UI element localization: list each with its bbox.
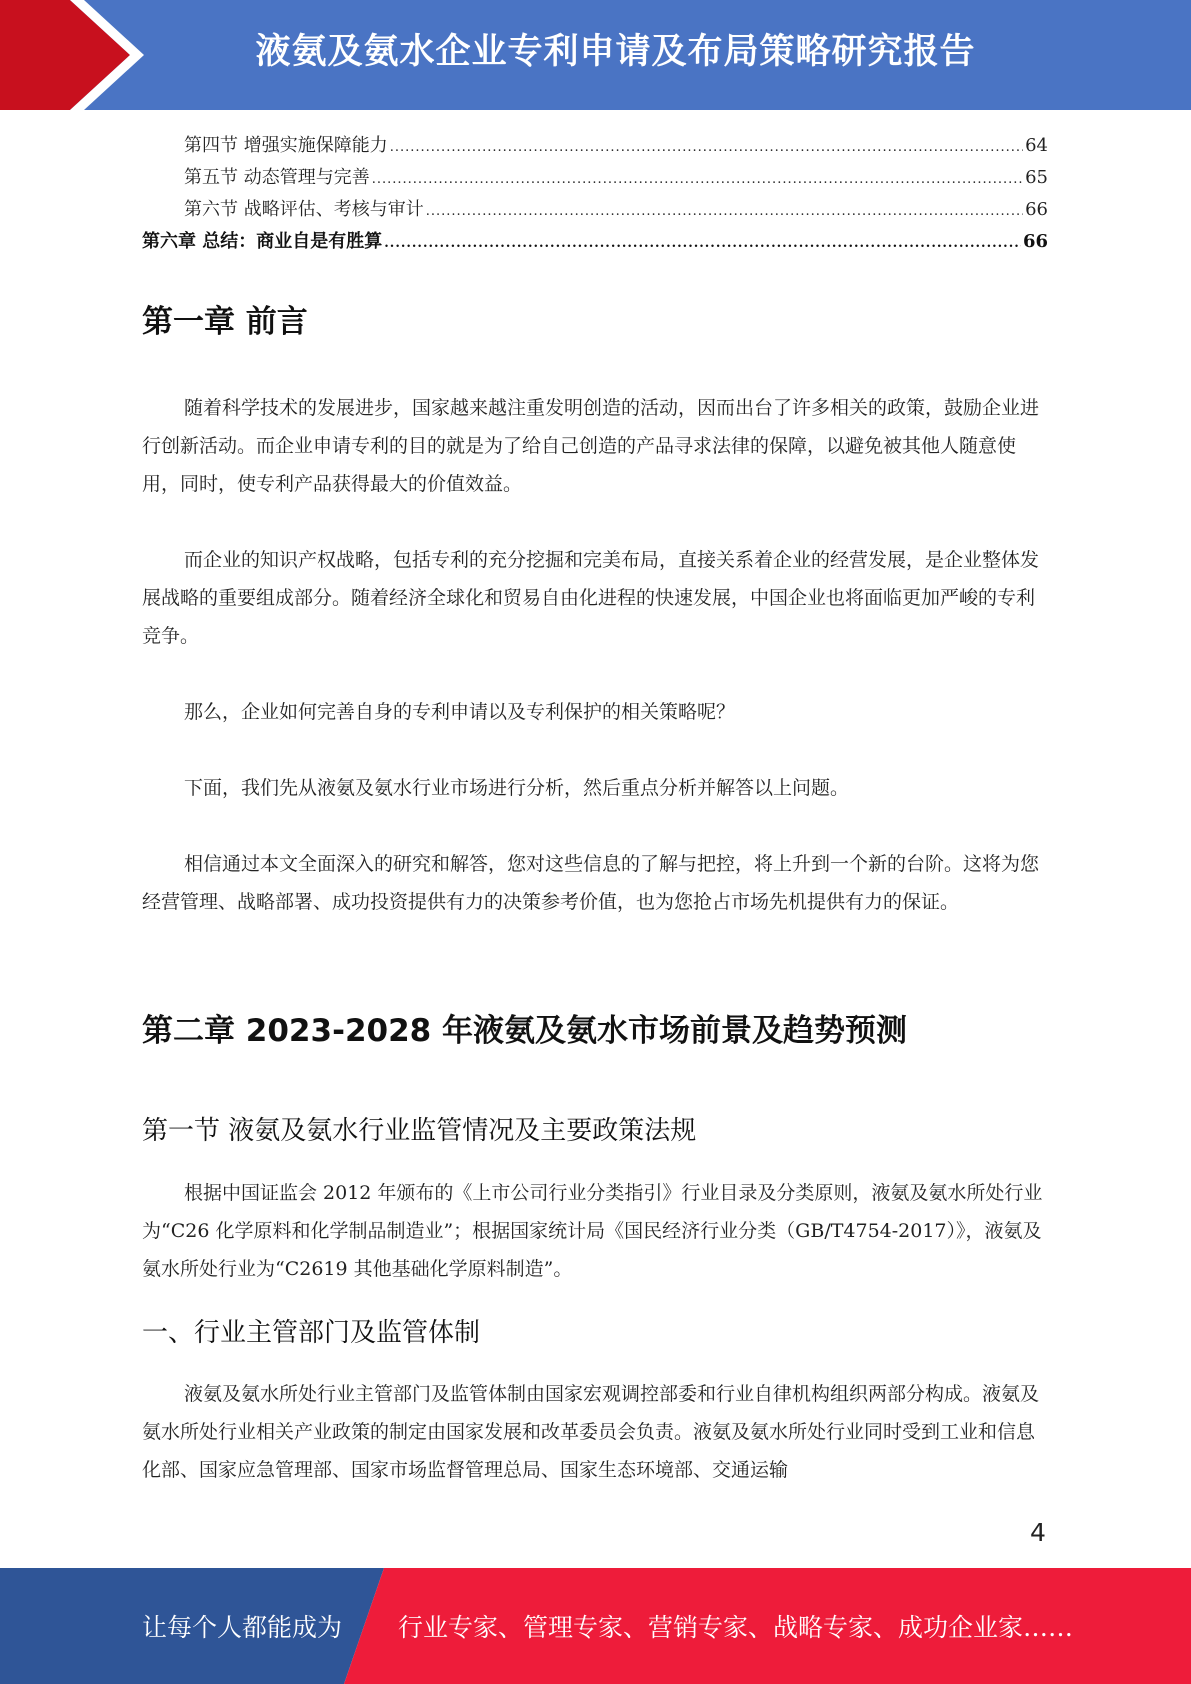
- table-of-contents: [142, 130, 1048, 258]
- toc-entry[interactable]: [142, 194, 1048, 226]
- toc-entry-label: 第四节 增强实施保障能力: [184, 135, 388, 156]
- chapter-1-paragraph: 而企业的知识产权战略，包括专利的充分挖掘和完美布局，直接关系着企业的经营发展，是企业整体发展战略的重要组成部分。随着经济全球化和贸易自由化进程的快速发展，中国企业也将面临更加严峻的专利竞争。: [142, 549, 1040, 647]
- toc-entry-label: 第六节 战略评估、考核与审计: [184, 199, 424, 220]
- toc-leader-dots: [426, 196, 1023, 228]
- page-number: 4: [1030, 1518, 1046, 1547]
- toc-entry[interactable]: [142, 130, 1048, 162]
- footer-slogan-right: 行业专家、管理专家、营销专家、战略专家、成功企业家……: [398, 1613, 1074, 1642]
- chapter-1-paragraph: 随着科学技术的发展进步，国家越来越注重发明创造的活动，因而出台了许多相关的政策，鼓励企业进行创新活动。而企业申请专利的目的就是为了给自己创造的产品寻求法律的保障，以避免被其他人随意使用，同时，使专利产品获得最大的价值效益。: [142, 397, 1040, 495]
- toc-entry-label: 第五节 动态管理与完善: [184, 167, 370, 188]
- section-paragraph: 根据中国证监会 2012 年颁布的《上市公司行业分类指引》行业目录及分类原则，液氨及氨水所处行业为“C26 化学原料和化学制品制造业”；根据国家统计局《国民经济行业分类（GB/T4754-2017）》，液氨及氨水所处行业为“C2619 其他基础化学原料制造”。: [142, 1182, 1043, 1280]
- chapter-2-heading: 第二章 2023-2028 年液氨及氨水市场前景及趋势预测: [142, 1013, 908, 1049]
- subsection-paragraph: 液氨及氨水所处行业主管部门及监管体制由国家宏观调控部委和行业自律机构组织两部分构成。液氨及氨水所处行业相关产业政策的制定由国家发展和改革委员会负责。液氨及氨水所处行业同时受到工业和信息化部、国家应急管理部、国家市场监督管理总局、国家生态环境部、交通运输: [142, 1383, 1040, 1481]
- page-footer: [0, 1568, 1191, 1684]
- section-heading: 第一节 液氨及氨水行业监管情况及主要政策法规: [142, 1116, 697, 1146]
- report-title: 液氨及氨水企业专利申请及布局策略研究报告: [255, 32, 976, 72]
- toc-leader-dots: [390, 132, 1023, 164]
- toc-chapter-entry[interactable]: [142, 226, 1048, 258]
- toc-entry-page: 64: [1025, 135, 1048, 156]
- subsection-heading: 一、行业主管部门及监管体制: [142, 1318, 481, 1348]
- toc-entry[interactable]: [142, 162, 1048, 194]
- chapter-1-paragraph: 下面，我们先从液氨及氨水行业市场进行分析，然后重点分析并解答以上问题。: [184, 777, 850, 799]
- chapter-1-paragraph: 那么，企业如何完善自身的专利申请以及专利保护的相关策略呢？: [184, 701, 736, 723]
- page-header: [0, 0, 1191, 110]
- toc-leader-dots: [372, 164, 1023, 196]
- chapter-1-heading: 第一章 前言: [142, 304, 308, 340]
- toc-leader-dots: [384, 228, 1021, 260]
- chapter-1-paragraph: 相信通过本文全面深入的研究和解答，您对这些信息的了解与把控，将上升到一个新的台阶。这将为您经营管理、战略部署、成功投资提供有力的决策参考价值，也为您抢占市场先机提供有力的保证。: [142, 853, 1040, 913]
- footer-slogan-left: 让每个人都能成为: [142, 1613, 343, 1642]
- toc-entry-label: 第六章 总结：商业自是有胜算: [142, 231, 383, 252]
- toc-entry-page: 65: [1025, 167, 1048, 188]
- toc-entry-page: 66: [1022, 231, 1048, 252]
- toc-entry-page: 66: [1025, 199, 1048, 220]
